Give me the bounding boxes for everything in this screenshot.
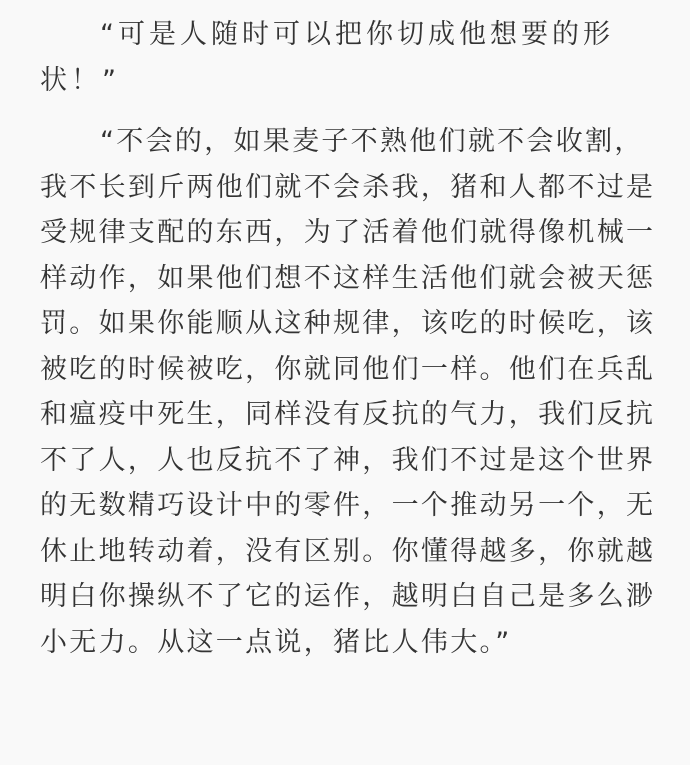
paragraph-answer: “不会的，如果麦子不熟他们就不会收割，我不长到斤两他们就不会杀我，猪和人都不过是受规律支配的东西，为了活着他们就得像机械一样动作，如果他们想不这样生活他们就会被天惩罚。如果你能顺从这种规律，该吃的时候吃，该被吃的时候被吃，你就同他们一样。他们在兵乱和瘟疫中死生，同样没有反抗的气力，我们反抗不了人，人也反抗不了神，我们不过是这个世界的无数精巧设计中的零件，一个推动另一个，无休止地转动着，没有区别。你懂得越多，你就越明白你操纵不了它的运作，越明白自己是多么渺小无力。从这一点说，猪比人伟大。” [40,126,656,658]
paragraph-question: “可是人随时可以把你切成他想要的形状！” [40,19,614,96]
